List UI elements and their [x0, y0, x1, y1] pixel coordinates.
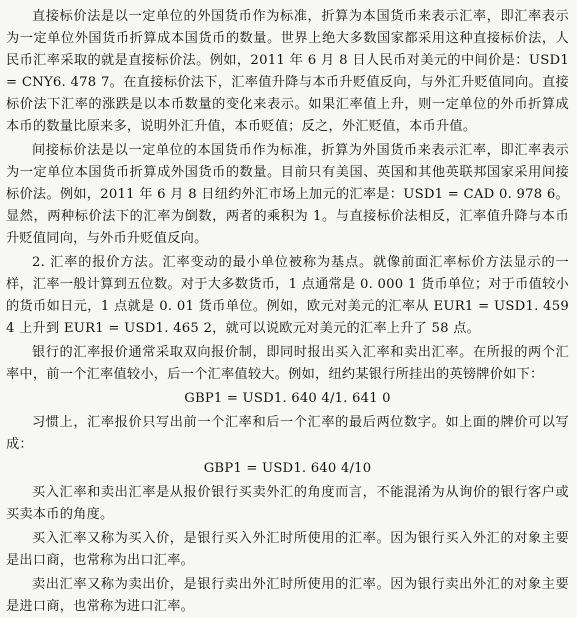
formula-gbp-full: GBP1 = USD1. 640 4/1. 641 0 — [184, 391, 391, 406]
paragraph-quotation-method: 2. 汇率的报价方法。汇率变动的最小单位被称为基点。就像前面汇率标价方法显示的一样，汇率一般计算到五位数。对于大多数货币，1 点通常是 0. 000 1 货币单位；对于币值较小的货币如日元，1 点就是 0. 01 货币单位。例如，欧元对美元的汇率从 EUR1 = USD1. 459 4 上升到 EUR1 = USD1. 465 2，就可以说欧元对美元的汇率上升了 58 点。 — [6, 255, 569, 336]
paragraph-two-way-quote: 银行的汇率报价通常采取双向报价制，即同时报出买入汇率和卖出汇率。在所报的两个汇率中，前一个汇率值较小，后一个汇率值较大。例如，纽约某银行所挂出的英镑牌价如下： — [6, 345, 569, 382]
paragraph-selling-rate: 卖出汇率又称为卖出价，是银行卖出外汇时所使用的汇率。因为银行卖出外汇的对象主要是进口商，也常称为进口汇率。 — [6, 577, 569, 614]
paragraph-direct-quotation: 直接标价法是以一定单位的外国货币作为标准，折算为本国货币来表示汇率，即汇率表示为一定单位外国货币折算成本国货币的数量。世界上绝大多数国家都采用这种直接标价法，人民币汇率采取的就是直接标价法。例如，2011 年 6 月 8 日人民币对美元的中间价是：USD1 = CNY6. 478 7。在直接标价法下，汇率值升降与本币升贬值反向，与外汇升贬值同向。直接标价法下汇率的涨跌是以本币数量的变化来表示。如果汇率值上升，则一定单位的外币折算成本币的数量比原来多，说明外汇升值，本币贬值；反之，外汇贬值，本币升值。 — [6, 9, 569, 134]
paragraph-indirect-quotation: 间接标价法是以一定单位的本国货币作为标准，折算为外国货币来表示汇率，即汇率表示为一定单位本国货币折算成外国货币的数量。目前只有美国、英国和其他英联邦国家采用间接标价法。例如，2011 年 6 月 8 日纽约外汇市场上加元的汇率是：USD1 = CAD 0. 978 6。显然，两种标价法下的汇率为倒数，两者的乘积为 1。与直接标价法相反，汇率值升降与本币升贬值同向，与外币升贬值反向。 — [6, 143, 569, 246]
paragraph-short-quote: 习惯上，汇率报价只写出前一个汇率和后一个汇率的最后两位数字。如上面的牌价可以写成： — [6, 415, 569, 452]
paragraph-perspective: 买入汇率和卖出汇率是从报价银行买卖外汇的角度而言，不能混淆为从询价的银行客户或买卖本币的角度。 — [6, 485, 569, 522]
paragraph-buying-rate: 买入汇率又称为买入价，是银行买入外汇时所使用的汇率。因为银行买入外汇的对象主要是出口商，也常称为出口汇率。 — [6, 531, 569, 568]
formula-gbp-short: GBP1 = USD1. 640 4/10 — [203, 461, 372, 476]
